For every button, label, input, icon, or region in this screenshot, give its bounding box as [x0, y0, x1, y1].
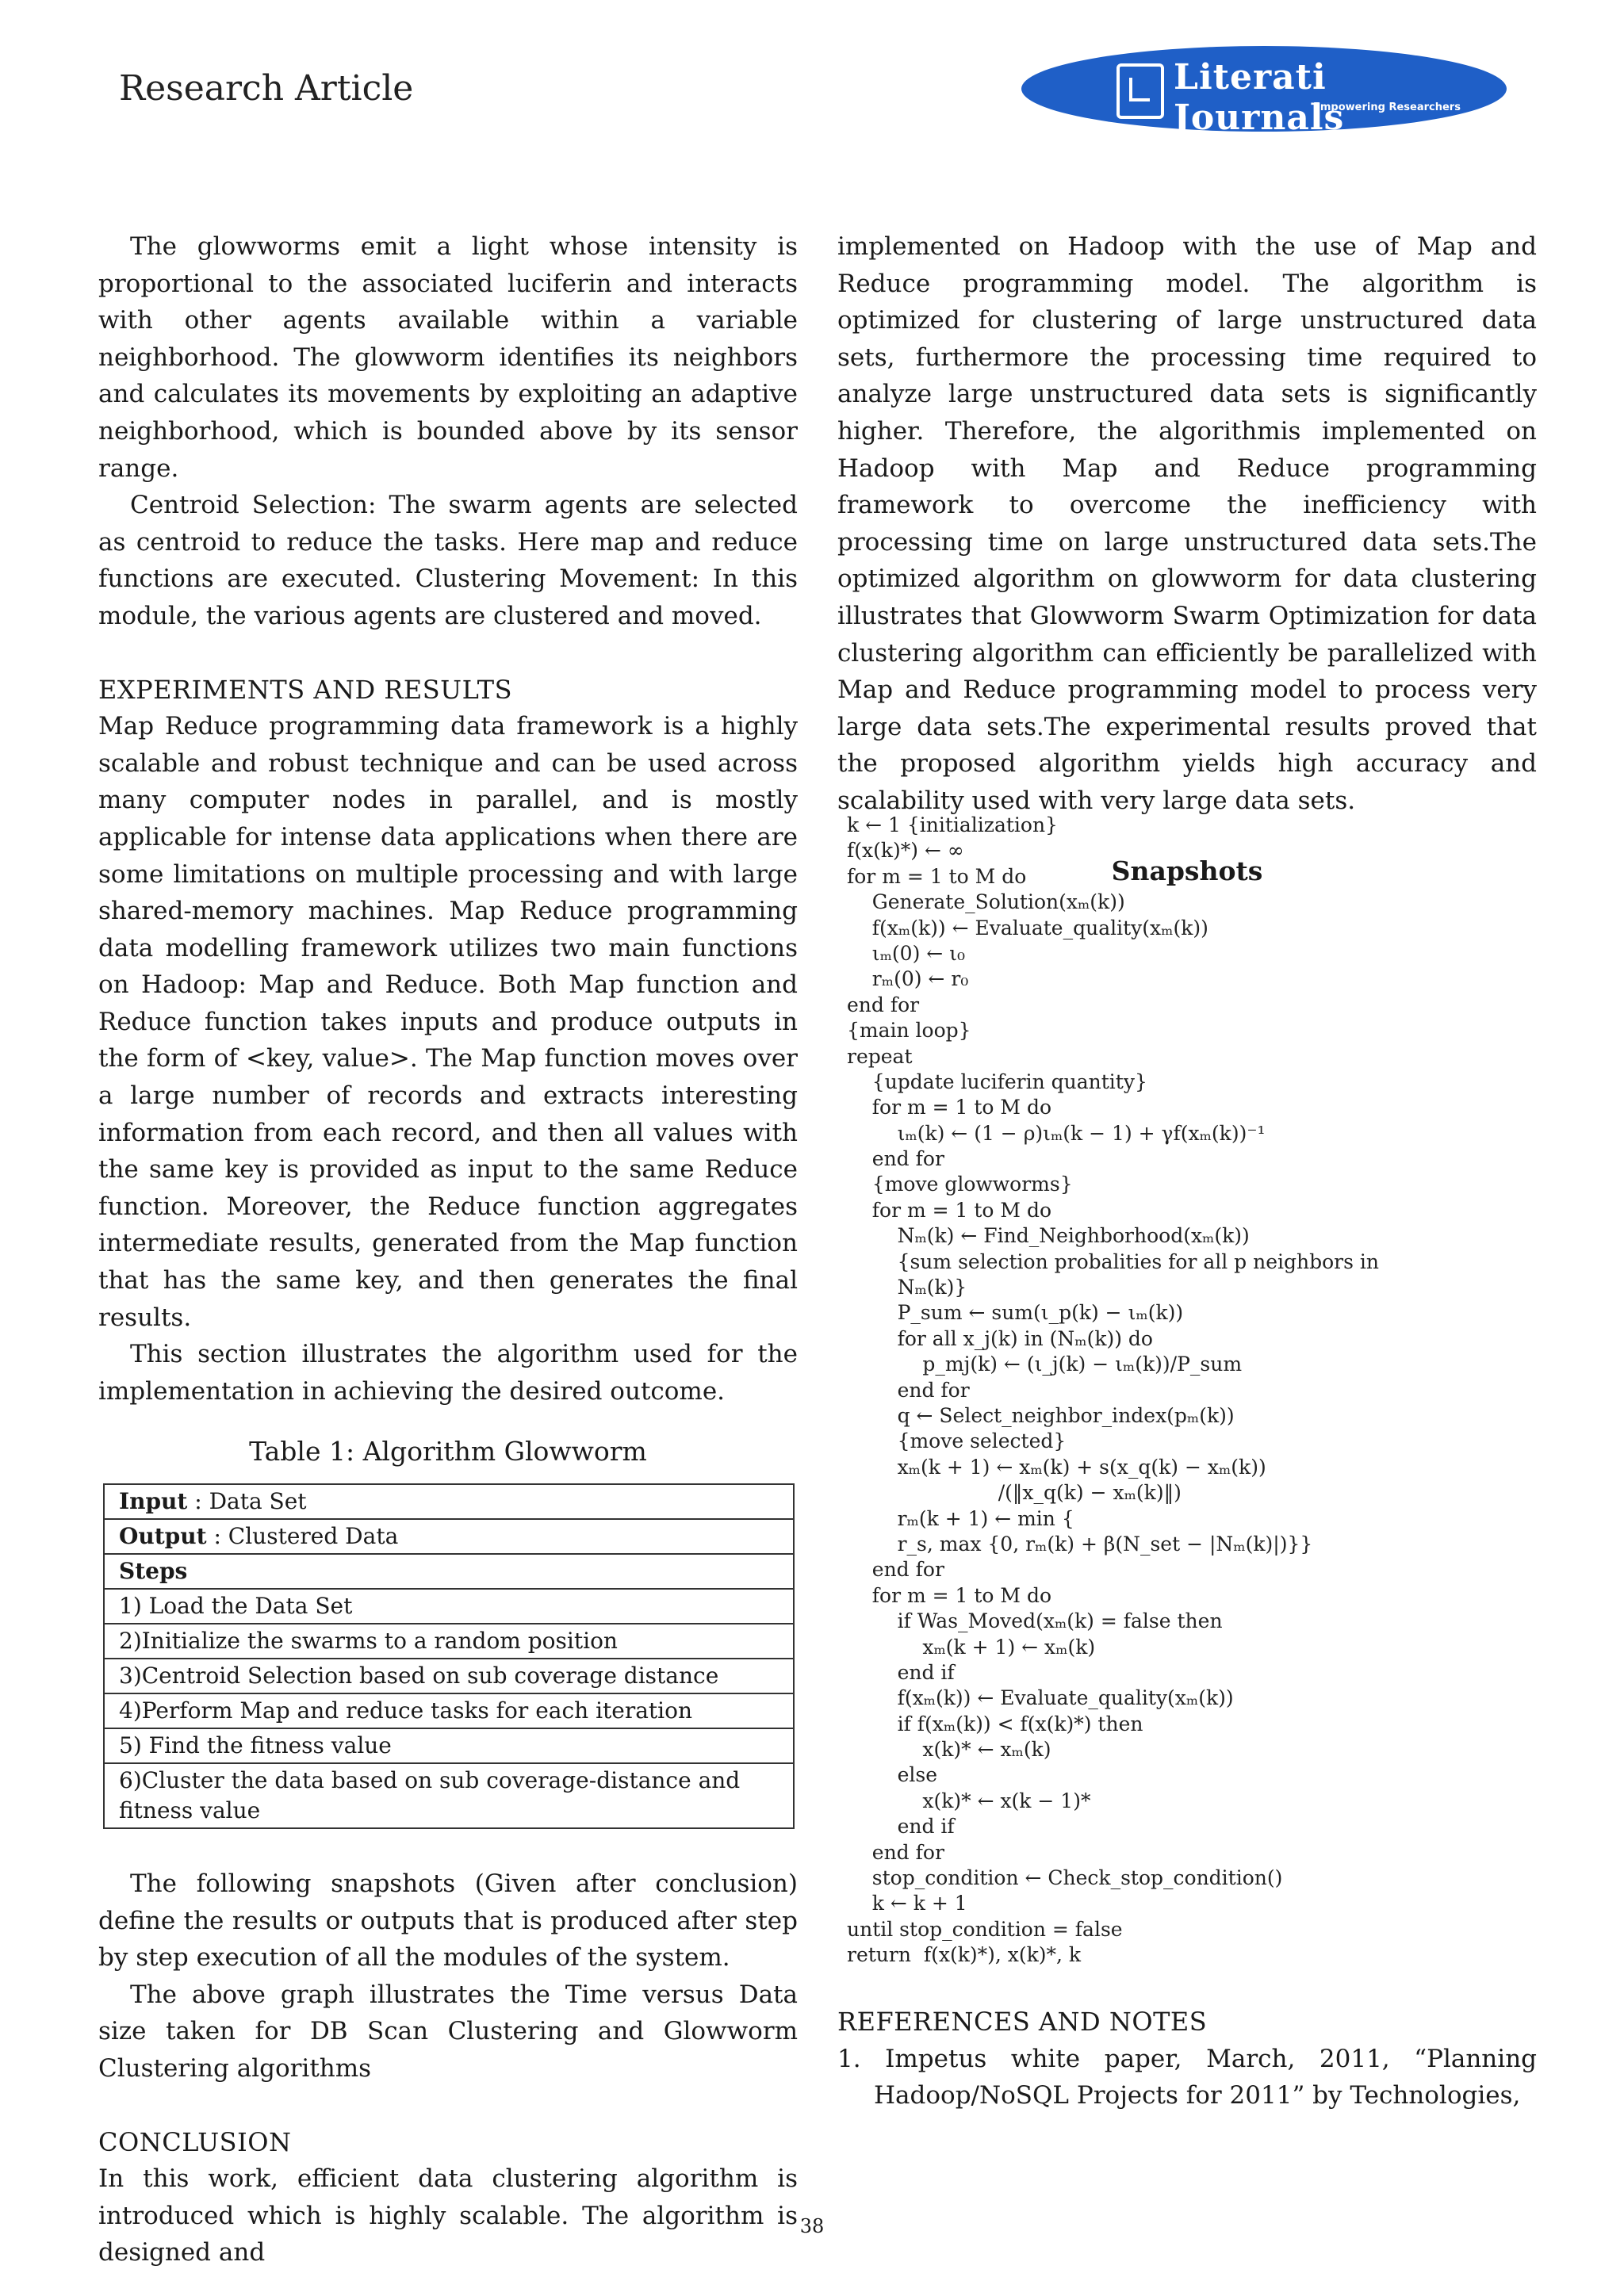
pseudocode-line: if Was_Moved(xₘ(k) = false then — [847, 1609, 1223, 1633]
pseudocode-line: end for — [847, 1147, 944, 1171]
step-cell: 2)Initialize the swarms to a random position — [104, 1624, 794, 1659]
pseudocode-line: r_s, max {0, rₘ(k) + β(N_set − |Nₘ(k)|)}} — [847, 1532, 1313, 1556]
pseudocode-line: for all x_j(k) in (Nₘ(k)) do — [847, 1326, 1153, 1350]
pseudocode-line: f(x(k)*) ← ∞ — [847, 839, 964, 863]
algorithm-table — [103, 1483, 795, 1829]
step-cell: 1) Load the Data Set — [104, 1589, 794, 1624]
snapshots-title: Snapshots — [1111, 855, 1263, 886]
pseudocode-block — [847, 813, 1379, 1969]
pseudocode-line: for m = 1 to M do — [847, 1096, 1052, 1119]
article-type-label: Research Article — [119, 68, 414, 109]
paragraph-conclusion: In this work, efficient data clustering algorithm is introduced which is highly scalable. The algorithm is designed and — [98, 2164, 798, 2267]
paragraph-glowworm-light: The glowworms emit a light whose intensity is proportional to the associated luciferin and interacts with other agents available within a variable neighborhood. The glowworm identifies its neighbors and calculates its movements by exploiting an adaptive neighborhood, which is bounded above by its sensor range. — [98, 232, 798, 483]
paragraph-conclusion-continued: implemented on Hadoop with the use of Map and Reduce programming model. The algorithm is optimized for clustering of large unstructured data sets, furthermore the processing time required to analyze large unstructured data sets is significantly higher. Therefore, the algorithmis implemented on Hadoop with Map and Reduce programming framework to overcome the inefficiency with processing time on large unstructured data sets.The optimized algorithm on glowworm for data clustering illustrates that Glowworm Swarm Optimization for data clustering algorithm can efficiently be parallelized with Map and Reduce programming model to process very large data sets.The experimental results proved that the proposed algorithm yields high accuracy and scalability used with very large data sets. — [837, 232, 1537, 815]
pseudocode-line: {move selected} — [847, 1429, 1067, 1453]
pseudocode-line: ιₘ(k) ← (1 − ρ)ιₘ(k − 1) + γf(xₘ(k))⁻¹ — [847, 1121, 1266, 1145]
journal-logo-icon — [1116, 63, 1164, 119]
pseudocode-line: xₘ(k + 1) ← xₘ(k) + s(x_q(k) − xₘ(k)) — [847, 1455, 1266, 1479]
references-section — [837, 2003, 1537, 2114]
pseudocode-line: stop_condition ← Check_stop_condition() — [847, 1866, 1283, 1890]
pseudocode-line: f(xₘ(k)) ← Evaluate_quality(xₘ(k)) — [847, 1686, 1234, 1710]
left-column — [98, 228, 798, 2271]
journal-logo-name: Literati Journals — [1174, 57, 1345, 138]
table-caption: Table 1: Algorithm Glowworm — [249, 1436, 647, 1468]
pseudocode-line: for m = 1 to M do — [847, 1583, 1052, 1607]
paragraph-snapshots-intro: The following snapshots (Given after conclusion) define the results or outputs that is produced after step by step execution of all the modules of the system. — [98, 1869, 798, 1973]
pseudocode-line: if f(xₘ(k)) < f(x(k)*) then — [847, 1712, 1143, 1735]
table-row — [104, 1728, 794, 1763]
step-cell: 3)Centroid Selection based on sub coverage distance — [104, 1659, 794, 1693]
pseudocode-line: {main loop} — [847, 1019, 971, 1043]
output-value: : Clustered Data — [206, 1523, 399, 1549]
pseudocode-line: else — [847, 1763, 937, 1787]
table-row — [104, 1763, 794, 1828]
steps-label: Steps — [119, 1558, 188, 1584]
table-row — [104, 1589, 794, 1624]
table-row — [104, 1693, 794, 1728]
pseudocode-line: until stop_condition = false — [847, 1917, 1123, 1941]
journal-logo-tagline: Empowering Researchers — [1313, 101, 1461, 113]
pseudocode-line: end for — [847, 993, 920, 1016]
pseudocode-line: /(‖x_q(k) − xₘ(k)‖) — [847, 1481, 1182, 1505]
reference-item: 1. Impetus white paper, March, 2011, “Planning Hadoop/NoSQL Projects for 2011” by Technologies, — [837, 2044, 1537, 2110]
pseudocode-line: p_mj(k) ← (ι_j(k) − ιₘ(k))/P_sum — [847, 1353, 1243, 1376]
section-heading-conclusion: CONCLUSION — [98, 2126, 292, 2157]
pseudocode-line: end for — [847, 1840, 944, 1864]
paragraph-centroid-selection: Centroid Selection: The swarm agents are selected as centroid to reduce the tasks. Here map and reduce functions are executed. Clustering Movement: In this module, the various agents are clustered and moved. — [98, 491, 798, 630]
pseudocode-line: x(k)* ← x(k − 1)* — [847, 1789, 1091, 1812]
step-cell: 6)Cluster the data based on sub coverage-distance and fitness value — [104, 1763, 794, 1828]
paragraph-graph-illustrates: The above graph illustrates the Time versus Data size taken for DB Scan Clustering and Glowworm Clustering algorithms — [98, 1980, 798, 2083]
journal-logo — [1021, 46, 1507, 138]
pseudocode-line: end for — [847, 1378, 970, 1402]
page-number: 38 — [799, 2215, 825, 2237]
table-row — [104, 1554, 794, 1589]
section-heading-experiments: EXPERIMENTS AND RESULTS — [98, 674, 513, 705]
paragraph-mapreduce: Map Reduce programming data framework is a highly scalable and robust technique and can be used across many computer nodes in parallel, and is mostly applicable for intense data applications when there are some limitations on multiple processing and with large shared-memory machines. Map Reduce programming data modelling framework utilizes two main functions on Hadoop: Map and Reduce. Both Map function and Reduce function takes inputs and produce outputs in the form of <key, value>. The Map function moves over a large number of records and extracts interesting information from each record, and then all values with the same key is provided as input to the same Reduce function. Moreover, the Reduce function aggregates intermediate results, generated from the Map function that has the same key, and then generates the final results. — [98, 712, 798, 1332]
pseudocode-line: return f(x(k)*), x(k)*, k — [847, 1943, 1082, 1967]
paragraph-section-illustrates: This section illustrates the algorithm used for the implementation in achieving the desired outcome. — [98, 1340, 798, 1406]
pseudocode-line: rₘ(0) ← r₀ — [847, 967, 969, 991]
pseudocode-line: xₘ(k + 1) ← xₘ(k) — [847, 1635, 1096, 1659]
input-label: Input — [119, 1488, 188, 1514]
pseudocode-line: P_sum ← sum(ι_p(k) − ιₘ(k)) — [847, 1301, 1184, 1325]
pseudocode-line: end if — [847, 1815, 955, 1839]
pseudocode-line: {move glowworms} — [847, 1173, 1073, 1196]
table-row — [104, 1484, 794, 1519]
pseudocode-line: q ← Select_neighbor_index(pₘ(k)) — [847, 1403, 1235, 1427]
pseudocode-line: end for — [847, 1558, 944, 1582]
input-value: : Data Set — [187, 1488, 307, 1514]
pseudocode-line: f(xₘ(k)) ← Evaluate_quality(xₘ(k)) — [847, 916, 1208, 939]
pseudocode-line: for m = 1 to M do — [847, 864, 1027, 888]
step-cell: 5) Find the fitness value — [104, 1728, 794, 1763]
output-label: Output — [119, 1523, 207, 1549]
pseudocode-line: end if — [847, 1660, 955, 1684]
pseudocode-line: {update luciferin quantity} — [847, 1070, 1147, 1093]
right-column — [837, 228, 1537, 890]
table-row — [104, 1659, 794, 1693]
section-heading-references: REFERENCES AND NOTES — [837, 2007, 1208, 2037]
table-row — [104, 1624, 794, 1659]
pseudocode-line: for m = 1 to M do — [847, 1198, 1052, 1222]
table-row — [104, 1519, 794, 1554]
pseudocode-line: Nₘ(k)} — [847, 1276, 967, 1299]
pseudocode-line: k ← k + 1 — [847, 1892, 967, 1915]
pseudocode-line: ιₘ(0) ← ι₀ — [847, 941, 965, 965]
pseudocode-line: Generate_Solution(xₘ(k)) — [847, 890, 1125, 914]
pseudocode-line: rₘ(k + 1) ← min { — [847, 1506, 1074, 1530]
pseudocode-line: x(k)* ← xₘ(k) — [847, 1738, 1051, 1762]
pseudocode-line: Nₘ(k) ← Find_Neighborhood(xₘ(k)) — [847, 1224, 1250, 1248]
pseudocode-line: repeat — [847, 1044, 913, 1068]
step-cell: 4)Perform Map and reduce tasks for each iteration — [104, 1693, 794, 1728]
pseudocode-line: {sum selection probalities for all p neighbors in — [847, 1249, 1380, 1273]
pseudocode-line: k ← 1 {initialization} — [847, 813, 1058, 836]
